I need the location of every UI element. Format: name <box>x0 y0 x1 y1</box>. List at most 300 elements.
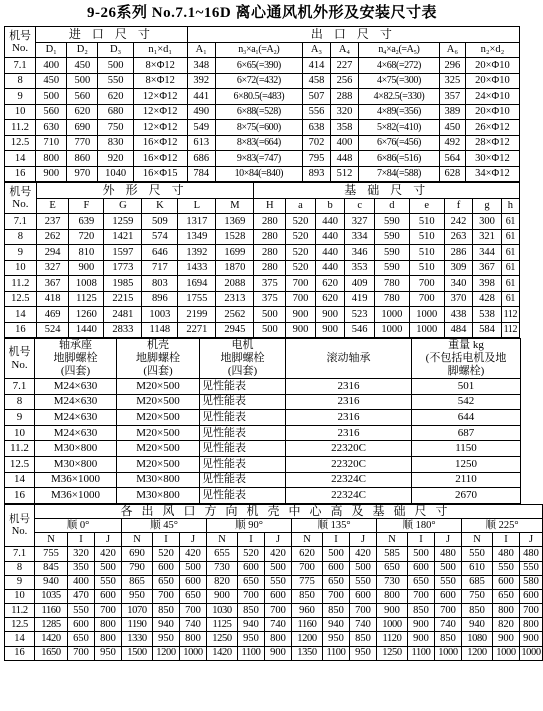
table-cell: 700 <box>265 604 292 618</box>
outer-header: 外 形 尺 寸 <box>36 183 254 199</box>
table-cell: 1125 <box>69 291 104 307</box>
table-cell: 8×Φ12 <box>133 58 187 74</box>
table-cell: 12.5 <box>5 135 36 151</box>
table-row <box>5 425 521 441</box>
table-cell: 900 <box>207 589 238 603</box>
table-cell: 800 <box>377 589 408 603</box>
table-cell: 610 <box>462 561 493 575</box>
table-cell: 16 <box>5 322 37 338</box>
table-cell: 940 <box>462 618 493 632</box>
table-cell: 584 <box>473 322 502 338</box>
table-cell: 12×Φ12 <box>133 120 187 136</box>
table-cell: 1694 <box>178 276 216 292</box>
table-cell: 30×Φ12 <box>465 151 519 167</box>
table-cell: M20×500 <box>117 394 200 410</box>
table-cell: 6×65(=390) <box>215 58 302 74</box>
table-row <box>5 632 543 646</box>
table-cell: 367 <box>36 276 69 292</box>
table-cell: 770 <box>67 135 98 151</box>
t2-column-headers <box>5 198 520 214</box>
table-cell: 24×Φ10 <box>465 89 519 105</box>
t1-column-headers <box>5 42 520 58</box>
table-cell: 1035 <box>35 589 68 603</box>
table-cell: 639 <box>69 214 104 230</box>
table-cell: 500 <box>36 89 67 105</box>
table-cell: 348 <box>187 58 215 74</box>
table-cell: 700 <box>409 291 444 307</box>
table-cell: 1000 <box>520 646 543 660</box>
table-cell: 400 <box>68 575 95 589</box>
table-cell: 490 <box>187 104 215 120</box>
table-cell: 344 <box>473 245 502 261</box>
table-cell: 820 <box>207 575 238 589</box>
table-cell: 850 <box>350 632 377 646</box>
table-cell: 960 <box>292 604 323 618</box>
t2-col-header: b <box>315 198 345 214</box>
table-cell: 353 <box>345 260 375 276</box>
table-cell: 1420 <box>207 646 238 660</box>
nij-label: I <box>153 533 180 547</box>
table-cell: 940 <box>323 618 350 632</box>
table-cell: 2088 <box>216 276 254 292</box>
table-cell: 400 <box>330 135 358 151</box>
table-cell: 893 <box>302 166 330 182</box>
table-cell: 795 <box>302 151 330 167</box>
table-cell: M36×1000 <box>35 472 117 488</box>
table-row <box>5 135 520 151</box>
table-cell: 500 <box>180 561 207 575</box>
table-cell: 850 <box>408 604 435 618</box>
table-cell: 687 <box>412 425 521 441</box>
table-cell: 8 <box>5 561 35 575</box>
table-cell: 520 <box>153 547 180 561</box>
table-cell: 686 <box>187 151 215 167</box>
t2-col-header: L <box>178 198 216 214</box>
table-cell: 61 <box>501 245 519 261</box>
table-cell: 600 <box>95 589 122 603</box>
table-cell: 6×76(=456) <box>358 135 439 151</box>
table-cell: 620 <box>315 276 345 292</box>
table-cell: 717 <box>142 260 178 276</box>
table-row <box>5 214 520 230</box>
table-cell: 600 <box>180 575 207 589</box>
table-cell: M20×500 <box>117 441 200 457</box>
table-cell: 22320C <box>286 456 412 472</box>
t1-col-header: n₂×d₂ <box>465 42 519 58</box>
table-cell: 1259 <box>104 214 142 230</box>
table-cell: 8 <box>5 73 36 89</box>
table-cell: M20×500 <box>117 410 200 426</box>
table-cell: 327 <box>36 260 69 276</box>
table-row <box>5 488 521 504</box>
table-cell: 620 <box>98 89 133 105</box>
table-cell: 7.1 <box>5 58 36 74</box>
table-cell: 500 <box>408 547 435 561</box>
table-cell: 510 <box>409 245 444 261</box>
table-cell: 428 <box>473 291 502 307</box>
table-cell: 8 <box>5 229 37 245</box>
table-cell: 1330 <box>122 632 153 646</box>
table-cell: 700 <box>68 646 95 660</box>
t1-col-header: n₁×d₁ <box>133 42 187 58</box>
table-cell: 520 <box>286 214 316 230</box>
table-cell: 600 <box>323 561 350 575</box>
table-cell: 7.1 <box>5 379 35 395</box>
table-cell: 896 <box>142 291 178 307</box>
table-cell: 1250 <box>377 646 408 660</box>
table-cell: 900 <box>286 322 316 338</box>
table-row <box>5 307 520 323</box>
table-cell: 1100 <box>238 646 265 660</box>
table-cell: 700 <box>286 276 316 292</box>
table-cell: 469 <box>36 307 69 323</box>
table-cell: 1200 <box>153 646 180 660</box>
table-cell: 690 <box>122 547 153 561</box>
table-cell: 650 <box>493 589 520 603</box>
table-cell: 850 <box>238 604 265 618</box>
table-cell: 8×75(=600) <box>215 120 302 136</box>
table-cell: 507 <box>302 89 330 105</box>
table-row <box>5 120 520 136</box>
table-row <box>5 245 520 261</box>
table-cell: 590 <box>374 245 409 261</box>
table-row <box>5 379 521 395</box>
table-cell: 900 <box>265 646 292 660</box>
table-cell: 389 <box>439 104 465 120</box>
table-cell: 1200 <box>292 632 323 646</box>
table-cell: 970 <box>67 166 98 182</box>
table-cell: 256 <box>330 73 358 89</box>
table-cell: 950 <box>238 632 265 646</box>
table-cell: 700 <box>409 276 444 292</box>
table-cell: 730 <box>377 575 408 589</box>
table-cell: 4×75(=300) <box>358 73 439 89</box>
table-cell: 1500 <box>122 646 153 660</box>
table-cell: 500 <box>254 307 286 323</box>
table-cell: 550 <box>462 547 493 561</box>
t2-col-header: a <box>286 198 316 214</box>
table-cell: 900 <box>36 166 67 182</box>
table-cell: 784 <box>187 166 215 182</box>
table-cell: 820 <box>493 618 520 632</box>
table-cell: 500 <box>350 561 377 575</box>
table-cell: 850 <box>435 632 462 646</box>
weight-header: 重量 kg (不包括电机及地 脚螺栓) <box>412 339 521 379</box>
table-cell: 512 <box>330 166 358 182</box>
table-cell: 520 <box>286 245 316 261</box>
table-cell: M30×800 <box>117 488 200 504</box>
t2-col-header: K <box>142 198 178 214</box>
table-cell: 702 <box>302 135 330 151</box>
jihao-label-4: 机号 No. <box>5 504 35 547</box>
table-cell: 4×82.5(=330) <box>358 89 439 105</box>
table-cell: 730 <box>207 561 238 575</box>
table-cell: 见性能表 <box>200 394 286 410</box>
table-cell: 9 <box>5 89 36 105</box>
table-cell: 16×Φ15 <box>133 166 187 182</box>
table-cell: 1150 <box>412 441 521 457</box>
nij-label: N <box>35 533 68 547</box>
table-cell: 1349 <box>178 229 216 245</box>
table-cell: 1699 <box>216 245 254 261</box>
table-cell: 1433 <box>178 260 216 276</box>
table-cell: 2562 <box>216 307 254 323</box>
table-cell: 340 <box>444 276 473 292</box>
table-cell: 630 <box>36 120 67 136</box>
table-cell: 20×Φ10 <box>465 58 519 74</box>
table-cell: M20×500 <box>117 379 200 395</box>
table-cell: 1160 <box>35 604 68 618</box>
table-cell: 9 <box>5 410 35 426</box>
table-cell: 263 <box>444 229 473 245</box>
table-cell: 327 <box>345 214 375 230</box>
table-cell: 580 <box>520 575 543 589</box>
table-cell: 550 <box>265 575 292 589</box>
table-cell: 10×84(=840) <box>215 166 302 182</box>
table-cell: 646 <box>142 245 178 261</box>
table-cell: 见性能表 <box>200 410 286 426</box>
table-cell: 409 <box>345 276 375 292</box>
direction-label: 顺 0° <box>35 518 122 532</box>
table-cell: 2271 <box>178 322 216 338</box>
table-cell: 10 <box>5 425 35 441</box>
table-cell: 9 <box>5 575 35 589</box>
table-cell: 237 <box>36 214 69 230</box>
table-cell: 524 <box>36 322 69 338</box>
table-cell: 600 <box>153 561 180 575</box>
table-cell: M24×630 <box>35 425 117 441</box>
table-cell: 800 <box>36 151 67 167</box>
table-cell: M24×630 <box>35 410 117 426</box>
table-cell: 803 <box>142 276 178 292</box>
table-cell: 740 <box>435 618 462 632</box>
table-cell: 420 <box>180 547 207 561</box>
shape-base-table <box>4 182 520 338</box>
table-cell: 2199 <box>178 307 216 323</box>
table-cell: 900 <box>408 618 435 632</box>
table-cell: 1000 <box>374 307 409 323</box>
table-cell: 1250 <box>207 632 238 646</box>
table-cell: 900 <box>315 322 345 338</box>
table-cell: 1003 <box>142 307 178 323</box>
table-row <box>5 73 520 89</box>
table-cell: 550 <box>493 561 520 575</box>
table-cell: 375 <box>254 276 286 292</box>
direction-label: 顺 180° <box>377 518 462 532</box>
table-cell: 520 <box>286 229 316 245</box>
table-cell: 见性能表 <box>200 441 286 457</box>
table-cell: 2316 <box>286 379 412 395</box>
direction-label: 顺 90° <box>207 518 292 532</box>
direction-label: 顺 45° <box>122 518 207 532</box>
t1-col-header: A₄ <box>330 42 358 58</box>
table-cell: 950 <box>323 632 350 646</box>
table-cell: 550 <box>95 575 122 589</box>
table-cell: 585 <box>377 547 408 561</box>
table-cell: 28×Φ12 <box>465 135 519 151</box>
table-cell: 420 <box>265 547 292 561</box>
table-cell: 61 <box>501 260 519 276</box>
table-cell: 650 <box>68 632 95 646</box>
table-cell: M36×1000 <box>35 488 117 504</box>
table-cell: 280 <box>254 260 286 276</box>
nij-label: J <box>95 533 122 547</box>
table-cell: 510 <box>409 229 444 245</box>
table-cell: 574 <box>142 229 178 245</box>
table-cell: 450 <box>36 73 67 89</box>
table-cell: 620 <box>292 547 323 561</box>
table-cell: 790 <box>122 561 153 575</box>
table-cell: 850 <box>323 604 350 618</box>
table-cell: 600 <box>493 575 520 589</box>
table-cell: 8 <box>5 394 35 410</box>
table-cell: 600 <box>68 618 95 632</box>
direction-height-table <box>4 504 543 661</box>
table-cell: 1421 <box>104 229 142 245</box>
table-row <box>5 646 543 660</box>
table-cell: 500 <box>254 322 286 338</box>
table-cell: 700 <box>435 604 462 618</box>
table-cell: 750 <box>462 589 493 603</box>
table-cell: 1008 <box>69 276 104 292</box>
table-cell: 320 <box>68 547 95 561</box>
t1-col-header: A₁ <box>187 42 215 58</box>
nij-label: J <box>265 533 292 547</box>
table-cell: 740 <box>265 618 292 632</box>
table-cell: 350 <box>68 561 95 575</box>
table-cell: 549 <box>187 120 215 136</box>
table-row <box>5 151 520 167</box>
table-cell: 500 <box>95 561 122 575</box>
nij-label: I <box>408 533 435 547</box>
table-cell: 1000 <box>435 646 462 660</box>
table-cell: 4×68(=272) <box>358 58 439 74</box>
table-cell: 280 <box>254 245 286 261</box>
table-cell: M20×500 <box>117 456 200 472</box>
table-cell: 357 <box>439 89 465 105</box>
inlet-header: 进 口 尺 寸 <box>36 27 188 43</box>
table-cell: 613 <box>187 135 215 151</box>
table-cell: 见性能表 <box>200 425 286 441</box>
table-cell: 775 <box>292 575 323 589</box>
table-cell: 644 <box>412 410 521 426</box>
table-cell: 940 <box>153 618 180 632</box>
table-row <box>5 604 543 618</box>
table-cell: 1000 <box>180 646 207 660</box>
table-cell: 546 <box>345 322 375 338</box>
table-cell: 334 <box>345 229 375 245</box>
table-cell: 620 <box>315 291 345 307</box>
casing-bolt-header: 机壳 地脚螺栓 (四套) <box>117 339 200 379</box>
table-cell: 11.2 <box>5 604 35 618</box>
table-cell: 750 <box>98 120 133 136</box>
table-cell: 10 <box>5 260 37 276</box>
table-cell: 458 <box>302 73 330 89</box>
table-cell: 448 <box>330 151 358 167</box>
table-cell: 450 <box>67 58 98 74</box>
table-cell: 4×89(=356) <box>358 104 439 120</box>
table-cell: M20×500 <box>117 425 200 441</box>
nij-label: J <box>180 533 207 547</box>
table-row <box>5 260 520 276</box>
table-cell: 830 <box>98 135 133 151</box>
bearing-seat-bolt-header: 轴承座 地脚螺栓 (四套) <box>35 339 117 379</box>
nij-row <box>5 533 543 547</box>
table-cell: 16 <box>5 166 36 182</box>
table-cell: 480 <box>435 547 462 561</box>
table-row <box>5 58 520 74</box>
table-cell: 740 <box>180 618 207 632</box>
table-row <box>5 89 520 105</box>
table-row <box>5 472 521 488</box>
table-cell: 367 <box>473 260 502 276</box>
table-cell: 1317 <box>178 214 216 230</box>
table-cell: 440 <box>315 229 345 245</box>
table-cell: 450 <box>439 120 465 136</box>
table-cell: 12.5 <box>5 291 37 307</box>
table-cell: 1120 <box>377 632 408 646</box>
table-cell: 550 <box>520 561 543 575</box>
table-cell: 500 <box>67 73 98 89</box>
table-cell: 16×Φ12 <box>133 151 187 167</box>
t2-col-header: H <box>254 198 286 214</box>
table-cell: 12.5 <box>5 456 35 472</box>
table-cell: 11.2 <box>5 120 36 136</box>
page-title: 9-26系列 No.7.1~16D 离心通风机外形及安装尺寸表 <box>87 5 437 21</box>
table-cell: 900 <box>315 307 345 323</box>
table-cell: 14 <box>5 151 36 167</box>
inlet-outlet-table <box>4 26 520 182</box>
table-cell: 14 <box>5 472 35 488</box>
table-row <box>5 575 543 589</box>
table-cell: 1392 <box>178 245 216 261</box>
t2-col-header: g <box>473 198 502 214</box>
table-cell: 242 <box>444 214 473 230</box>
table-cell: 650 <box>377 561 408 575</box>
table-cell: 12×Φ12 <box>133 104 187 120</box>
table-cell: 523 <box>345 307 375 323</box>
table-cell: 1773 <box>104 260 142 276</box>
table-cell: 1160 <box>292 618 323 632</box>
table-row <box>5 104 520 120</box>
table-cell: 900 <box>493 632 520 646</box>
table-cell: 720 <box>69 229 104 245</box>
table-cell: 1528 <box>216 229 254 245</box>
table-cell: 480 <box>493 547 520 561</box>
direction-label: 顺 225° <box>462 518 543 532</box>
bolt-bearing-table <box>4 338 521 504</box>
table-cell: 440 <box>315 260 345 276</box>
table-cell: M30×800 <box>35 456 117 472</box>
table-cell: 61 <box>501 276 519 292</box>
table-cell: 650 <box>153 575 180 589</box>
table-cell: 484 <box>444 322 473 338</box>
table-cell: 685 <box>462 575 493 589</box>
table-cell: 1597 <box>104 245 142 261</box>
table-cell: 556 <box>302 104 330 120</box>
table-cell: 1755 <box>178 291 216 307</box>
t1-col-header: D₁ <box>36 42 67 58</box>
table-cell: 22320C <box>286 441 412 457</box>
table-cell: 1100 <box>323 646 350 660</box>
table-row <box>5 410 521 426</box>
table-cell: 7.1 <box>5 547 35 561</box>
table-cell: 1148 <box>142 322 178 338</box>
table-cell: 6×80.5(=483) <box>215 89 302 105</box>
table-cell: 800 <box>95 618 122 632</box>
table-row <box>5 291 520 307</box>
table-cell: 7.1 <box>5 214 37 230</box>
